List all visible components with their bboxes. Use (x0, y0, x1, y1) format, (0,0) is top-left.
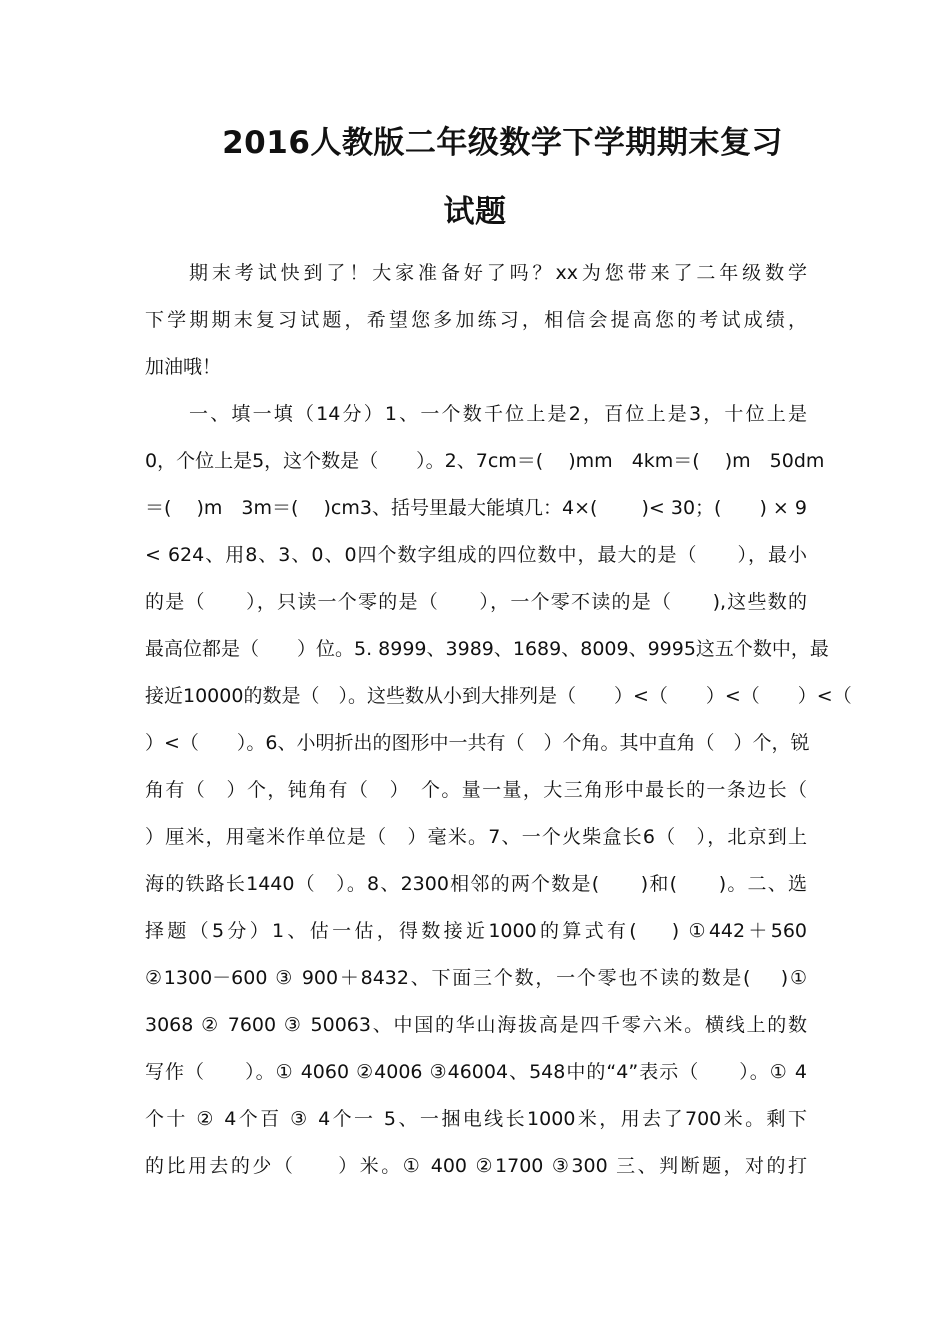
body-line: 一、填一填（14分）1、一个数千位上是2，百位上是3，十位上是 (189, 403, 807, 425)
body-line: 海的铁路长1440（ ）。8、2300相邻的两个数是( )和( )。二、选 (145, 873, 807, 895)
body-line: 择题（5分）1、估一估，得数接近1000的算式有( ) ①442＋560 (145, 920, 807, 942)
body-line: 最高位都是（ ）位。5. 8999、3989、1689、8009、9995这五个数中，最 (145, 638, 829, 660)
body-line: 的是（ ），只读一个零的是（ ），一个零不读的是（ ),这些数的 (145, 591, 807, 613)
document-title-line-1: 2016人教版二年级数学下学期期末复习 (222, 125, 783, 161)
intro-line: 期末考试快到了！大家准备好了吗？xx为您带来了二年级数学 (189, 262, 807, 284)
intro-line: 下学期期末复习试题，希望您多加练习，相信会提高您的考试成绩， (145, 309, 807, 331)
body-line: < 624、用8、3、0、0四个数字组成的四位数中，最大的是（ ），最小 (145, 544, 807, 566)
body-line: 接近10000的数是（ ）。这些数从小到大排列是（ ）<（ ）<（ ）<（ (145, 685, 852, 707)
body-line: 个十 ② 4个百 ③ 4个一 5、一捆电线长1000米，用去了700米。剩下 (145, 1108, 807, 1130)
body-line: 3068 ② 7600 ③ 50063、中国的华山海拔高是四千零六米。横线上的数 (145, 1014, 807, 1036)
intro-line: 加油哦！ (145, 356, 222, 378)
body-line: 写作（ ）。① 4060 ②4006 ③46004、548中的“4”表示（ ）。① 4 (145, 1061, 807, 1083)
body-line: 的比用去的少（ ）米。① 400 ②1700 ③300 三、判断题，对的打 (145, 1155, 807, 1177)
body-line: ）厘米，用毫米作单位是（ ）毫米。7、一个火柴盒长6（ ），北京到上 (145, 826, 807, 848)
body-line: ）<（ ）。6、小明折出的图形中一共有（ ）个角。其中直角（ ）个，锐 (145, 732, 810, 754)
body-line: ②1300－600 ③ 900＋8432、下面三个数，一个零也不读的数是( )① (145, 967, 807, 989)
body-line: ＝( )m 3m＝( )cm3、括号里最大能填几：4×( )< 30；( ) × 9 (145, 497, 807, 519)
body-line: 角有（ ）个，钝角有（ ） 个。量一量，大三角形中最长的一条边长（ (145, 779, 807, 801)
body-line: 0，个位上是5，这个数是（ ）。2、7cm＝( )mm 4km＝( )m 50dm (145, 450, 825, 472)
exercise-paragraph (145, 391, 852, 1190)
document-title-line-2: 试题 (443, 194, 507, 230)
intro-paragraph (145, 250, 807, 391)
